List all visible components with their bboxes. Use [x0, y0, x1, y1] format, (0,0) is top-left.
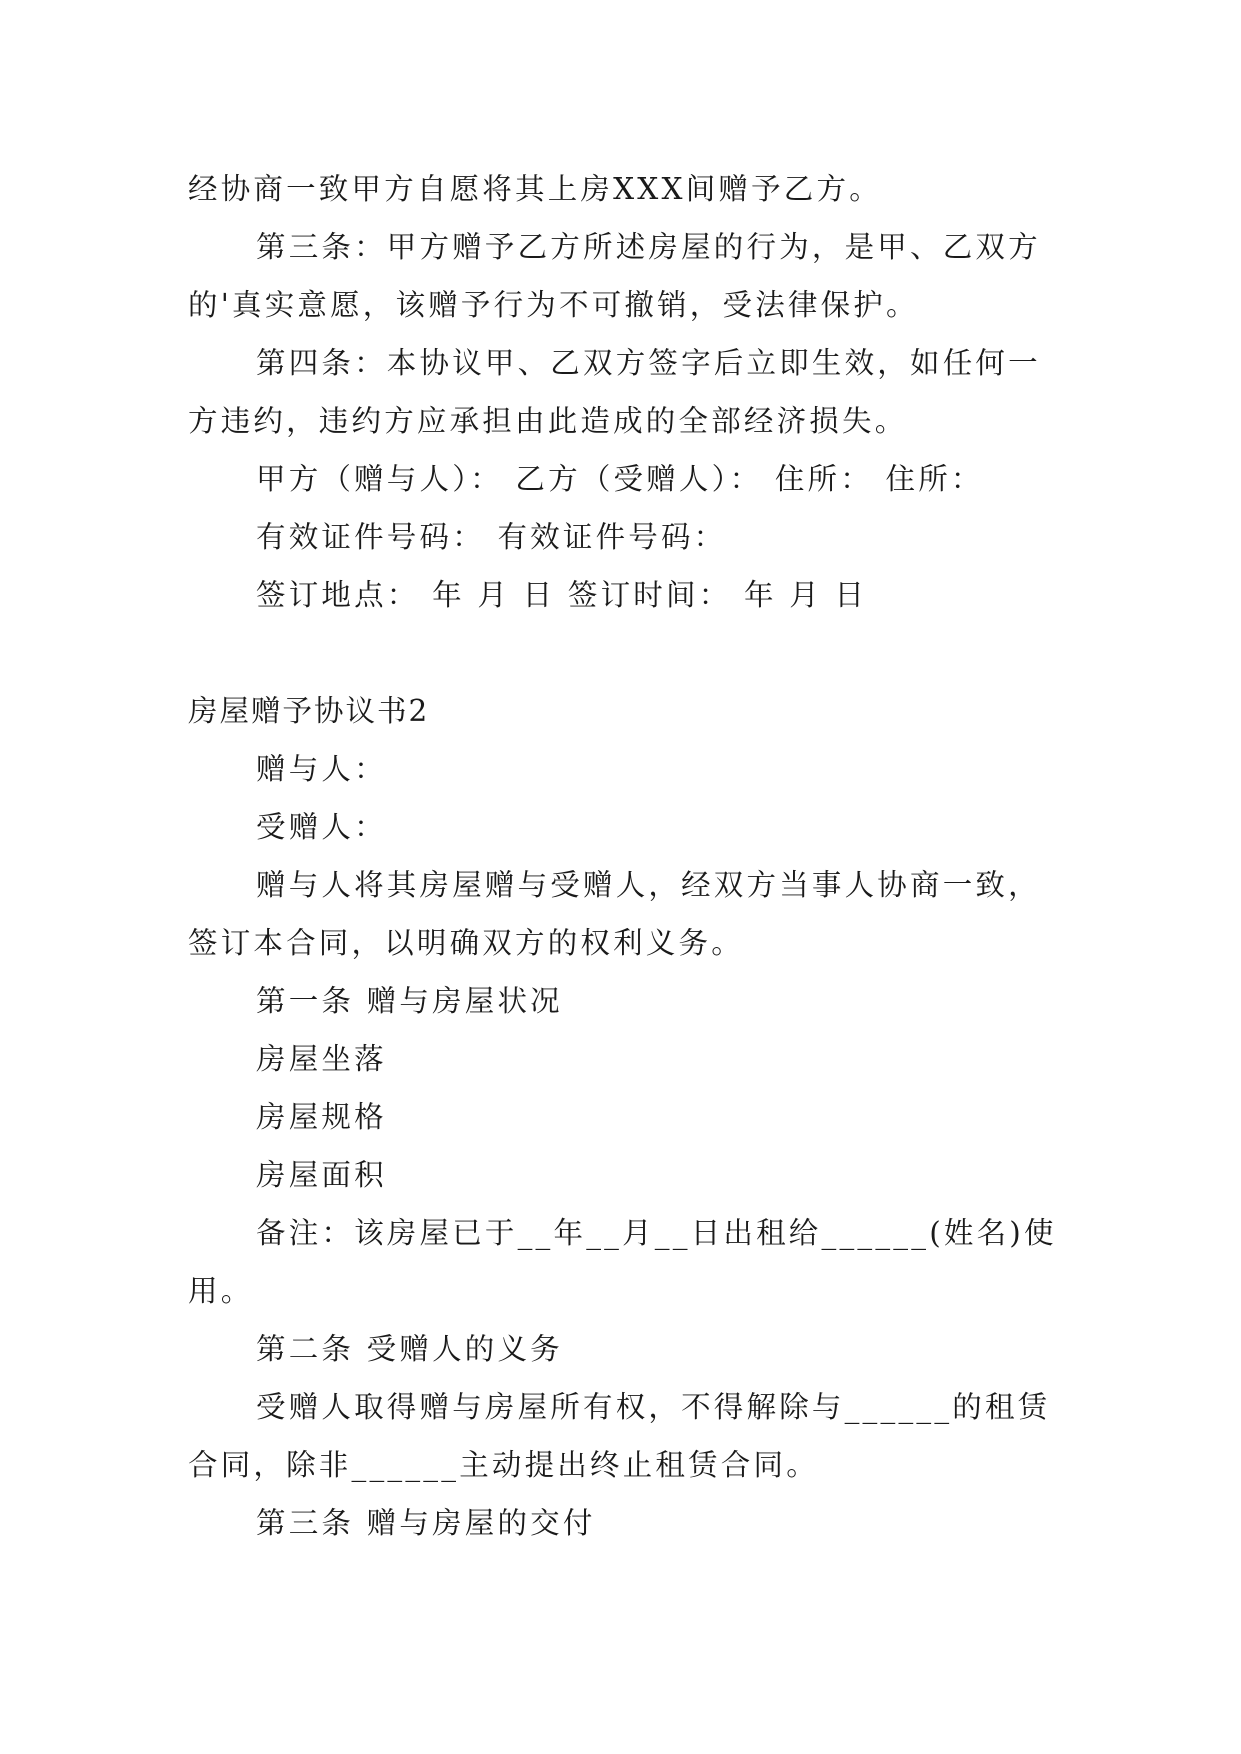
- article-two-line-1: 受赠人取得赠与房屋所有权，不得解除与______的租赁: [256, 1390, 1051, 1424]
- donee-line: 受赠人：: [256, 810, 387, 844]
- id-number-line: 有效证件号码： 有效证件号码：: [256, 520, 727, 554]
- preamble-line-2: 签订本合同，以明确双方的权利义务。: [188, 926, 744, 960]
- article-two-line-2: 合同，除非______主动提出终止租赁合同。: [188, 1448, 819, 1482]
- article-three-line-2: 的'真实意愿，该赠予行为不可撤销，受法律保护。: [188, 288, 919, 322]
- signature-parties-line: 甲方（赠与人）： 乙方（受赠人）： 住所： 住所：: [256, 462, 984, 496]
- article-four-line-2: 方违约，违约方应承担由此造成的全部经济损失。: [188, 404, 908, 438]
- article-four-line-1: 第四条：本协议甲、乙双方签字后立即生效，如任何一: [256, 346, 1041, 380]
- article-three-heading: 第三条 赠与房屋的交付: [256, 1506, 596, 1540]
- donor-line: 赠与人：: [256, 752, 387, 786]
- article-two-heading: 第二条 受赠人的义务: [256, 1332, 563, 1366]
- house-area-line: 房屋面积: [256, 1158, 387, 1192]
- signing-place-date-line: 签订地点： 年 月 日 签订时间： 年 月 日: [256, 578, 868, 612]
- article-one-heading: 第一条 赠与房屋状况: [256, 984, 563, 1018]
- house-spec-line: 房屋规格: [256, 1100, 387, 1134]
- document-body: [188, 160, 1058, 1552]
- article-three-line-1: 第三条：甲方赠予乙方所述房屋的行为，是甲、乙双方: [256, 230, 1041, 264]
- preamble-line-1: 赠与人将其房屋赠与受赠人，经双方当事人协商一致，: [256, 868, 1041, 902]
- section-title: 房屋赠予协议书2: [188, 694, 430, 728]
- text-line-continuation: 经协商一致甲方自愿将其上房XXX间赠予乙方。: [188, 172, 882, 206]
- remark-line-2: 用。: [188, 1274, 254, 1308]
- house-location-line: 房屋坐落: [256, 1042, 387, 1076]
- remark-line-1: 备注：该房屋已于__年__月__日出租给______(姓名)使: [256, 1216, 1057, 1250]
- section-gap: [188, 624, 1058, 682]
